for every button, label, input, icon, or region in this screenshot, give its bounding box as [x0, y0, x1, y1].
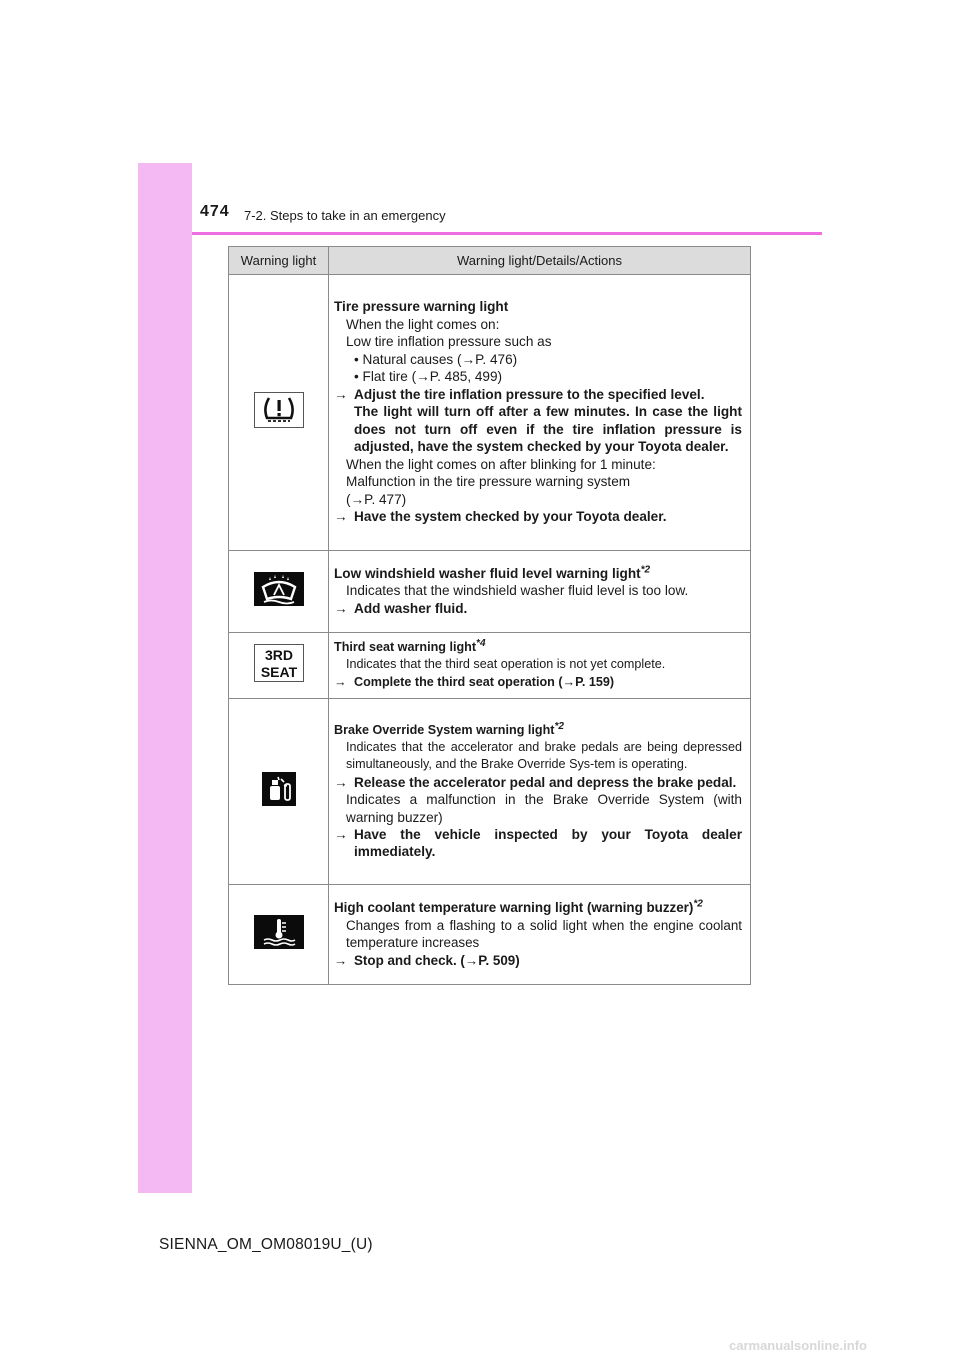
action-note — [334, 403, 742, 456]
warning-light-table — [228, 246, 751, 985]
arrow-glyph: → — [334, 774, 348, 790]
tire-pressure-warning-icon — [254, 392, 304, 433]
row-title — [334, 722, 742, 739]
row-title — [334, 639, 742, 656]
page-number: 474 — [200, 203, 230, 220]
icon-cell — [229, 699, 329, 885]
icon-cell — [229, 885, 329, 985]
detail-line — [334, 491, 742, 509]
action-line — [334, 826, 742, 861]
footnote-marker: *2 — [693, 898, 703, 910]
coolant-temperature-warning-icon — [254, 915, 304, 954]
detail-line: When the light comes on: — [346, 316, 500, 332]
arrow-glyph: → — [350, 491, 365, 507]
row-title — [334, 565, 742, 583]
washer-fluid-warning-icon — [254, 572, 304, 611]
page-ref[interactable]: P. 477) — [364, 491, 407, 507]
footnote-marker: *2 — [640, 564, 651, 576]
action-line — [334, 600, 742, 618]
bullet-text: • Flat tire ( — [354, 369, 417, 385]
page-ref[interactable]: P. 159) — [575, 674, 615, 689]
row-title — [334, 899, 742, 917]
table-row — [229, 699, 751, 885]
detail-line: Malfunction in the tire pressure warning system — [346, 474, 631, 490]
arrow-glyph: → — [334, 952, 348, 968]
third-seat-warning-icon — [254, 644, 304, 687]
arrow-glyph: → — [334, 674, 347, 689]
action-text: Have the vehicle inspected by your Toyota dealer immediately. — [354, 827, 742, 860]
detail-line: Indicates that the windshield washer fluid level is too low. — [346, 583, 689, 599]
watermark-text: carmanualsonline.info — [729, 1338, 867, 1353]
arrow-glyph: → — [334, 827, 348, 843]
details-cell — [329, 275, 751, 551]
details-cell — [329, 633, 751, 699]
action-line — [334, 508, 742, 526]
footnote-marker: *2 — [554, 720, 564, 732]
arrow-glyph: → — [562, 674, 576, 689]
table-row — [229, 885, 751, 985]
details-cell — [329, 885, 751, 985]
detail-line: Indicates that the third seat operation is not yet complete. — [346, 657, 666, 672]
side-tab-band — [138, 163, 192, 1193]
header-divider — [192, 232, 822, 235]
details-cell — [329, 551, 751, 633]
action-text: Have the system checked by your Toyota dealer. — [354, 509, 667, 525]
table-row — [229, 551, 751, 633]
detail-line: Changes from a flashing to a solid light when the engine coolant temperature increases — [346, 917, 742, 951]
page-ref[interactable]: P. 485, 499) — [429, 369, 503, 385]
action-text: Add washer fluid. — [354, 600, 468, 616]
action-text: Stop and check. ( — [354, 952, 465, 968]
icon-label-line1: 3RD — [264, 647, 293, 664]
action-text: The light will turn off after a few minutes. In case the light does not turn off even if the tire inflation pressure is adjusted, have the system checked by your Toyota dealer. — [354, 404, 742, 455]
row-title: Tire pressure warning light — [334, 299, 509, 315]
detail-line: Low tire inflation pressure such as — [346, 334, 552, 350]
icon-cell — [229, 275, 329, 551]
icon-cell — [229, 551, 329, 633]
icon-cell — [229, 633, 329, 699]
arrow-glyph: → — [461, 351, 476, 367]
detail-line: When the light comes on after blinking for 1 minute: — [346, 456, 656, 472]
arrow-glyph: → — [334, 509, 348, 525]
bullet-text: • Natural causes ( — [354, 351, 462, 367]
document-code: SIENNA_OM_OM08019U_(U) — [159, 1236, 373, 1253]
action-text: Release the accelerator pedal and depress the brake pedal. — [354, 774, 737, 790]
arrow-glyph: → — [334, 386, 348, 402]
action-text: Complete the third seat operation ( — [354, 674, 563, 689]
row-title-text: High coolant temperature warning light (warning buzzer) — [334, 900, 694, 916]
footnote-marker: *4 — [476, 637, 486, 649]
detail-line: Indicates that the accelerator and brake pedals are being depressed simultaneously, and the Brake Override Sys-tem is operating. — [346, 740, 742, 772]
section-title: 7-2. Steps to take in an emergency — [244, 208, 446, 223]
action-line — [334, 674, 742, 691]
bullet-line — [334, 368, 742, 386]
action-line — [334, 386, 742, 404]
page-ref[interactable]: P. 509) — [478, 952, 520, 968]
page-ref[interactable]: P. 476) — [475, 351, 518, 367]
bullet-line — [334, 351, 742, 369]
icon-label-line2: SEAT — [260, 664, 297, 681]
row-title-text: Third seat warning light — [334, 640, 477, 654]
paren: ( — [346, 491, 351, 507]
row-title-text: Low windshield washer fluid level warning light — [334, 565, 641, 581]
row-title-text: Brake Override System warning light — [334, 722, 555, 737]
table-row — [229, 633, 751, 699]
details-cell — [329, 699, 751, 885]
arrow-glyph: → — [334, 600, 348, 616]
column-header-details: Warning light/Details/Actions — [329, 247, 751, 275]
brake-override-warning-icon — [262, 772, 296, 811]
action-line — [334, 774, 742, 791]
arrow-glyph: → — [464, 952, 479, 968]
action-text: Adjust the tire inflation pressure to the specified level. — [354, 386, 705, 402]
column-header-warning-light: Warning light — [229, 247, 329, 275]
arrow-glyph: → — [416, 369, 430, 385]
action-line — [334, 952, 742, 970]
table-header-row — [229, 247, 751, 275]
detail-line: Indicates a malfunction in the Brake Override System (with warning buzzer) — [346, 792, 742, 825]
table-row — [229, 275, 751, 551]
